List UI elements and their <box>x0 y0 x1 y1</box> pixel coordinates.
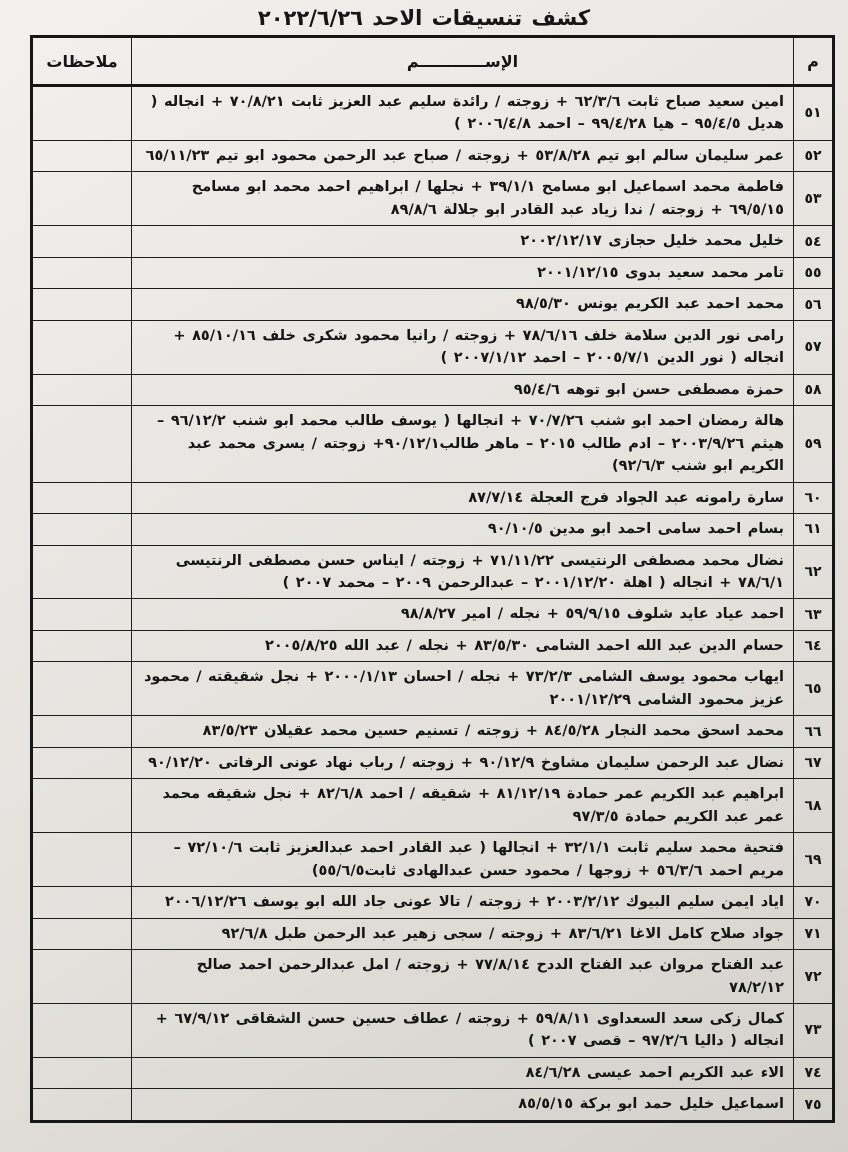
row-name-text: خليل محمد خليل حجازى ٢٠٠٢/١٢/١٧ <box>132 226 794 257</box>
row-name-text: محمد اسحق محمد النجار ٨٤/٥/٢٨ + زوجته / تسنيم حسين محمد عقيلان ٨٣/٥/٢٣ <box>132 716 794 747</box>
row-number: ٧١ <box>794 918 834 949</box>
row-number: ٦١ <box>794 514 834 545</box>
row-name-text: سارة رامونه عبد الجواد فرج العجلة ٨٧/٧/١٤ <box>132 482 794 513</box>
row-notes <box>32 482 132 513</box>
row-notes <box>32 887 132 918</box>
row-number: ٥١ <box>794 86 834 141</box>
table-row <box>32 630 834 661</box>
row-notes <box>32 172 132 226</box>
table-row <box>32 226 834 257</box>
table-row <box>32 833 834 887</box>
row-number: ٦٦ <box>794 716 834 747</box>
row-notes <box>32 140 132 171</box>
row-notes <box>32 599 132 630</box>
row-name-text: عبد الفتاح مروان عبد الفتاح الددح ٧٧/٨/١٤ + زوجته / امل عبدالرحمن احمد صالح ٧٨/٢/١٢ <box>132 950 794 1004</box>
table-row <box>32 1057 834 1088</box>
row-number: ٦٤ <box>794 630 834 661</box>
row-notes <box>32 320 132 374</box>
header-name-column: الإســــــــــــم <box>132 37 794 86</box>
row-number: ٥٩ <box>794 406 834 482</box>
row-number: ٥٨ <box>794 374 834 405</box>
row-number: ٧٤ <box>794 1057 834 1088</box>
row-notes <box>32 1089 132 1121</box>
row-notes <box>32 86 132 141</box>
table-row <box>32 1089 834 1121</box>
row-notes <box>32 289 132 320</box>
row-notes <box>32 662 132 716</box>
row-notes <box>32 1057 132 1088</box>
table-row <box>32 86 834 141</box>
row-notes <box>32 257 132 288</box>
row-notes <box>32 630 132 661</box>
table-row <box>32 887 834 918</box>
row-notes <box>32 950 132 1004</box>
row-name-text: نضال محمد مصطفى الرنتيسى ٧١/١١/٢٢ + زوجته / ايناس حسن مصطفى الرنتيسى ٧٨/٦/١ + انجاله ( اهلة ٢٠٠١/١٢/٢٠ – عبدالرحمن ٢٠٠٩ – محمد ٢٠٠٧ ) <box>132 545 794 599</box>
row-name-text: كمال زكى سعد السعداوى ٥٩/٨/١١ + زوجته / عطاف حسين حسن الشقاقى ٦٧/٩/١٢ + انجاله ( داليا ٩٧/٢/٦ – قصى ٢٠٠٧ ) <box>132 1004 794 1058</box>
row-notes <box>32 918 132 949</box>
row-name-text: ابراهيم عبد الكريم عمر حمادة ٨١/١٢/١٩ + شقيقه / احمد ٨٢/٦/٨ + نجل شقيقه محمد عمر عبد الكريم حمادة ٩٧/٣/٥ <box>132 779 794 833</box>
row-number: ٥٤ <box>794 226 834 257</box>
table-row <box>32 779 834 833</box>
row-name-text: نضال عبد الرحمن سليمان مشاوخ ٩٠/١٢/٩ + زوجته / رباب نهاد عونى الرفاتى ٩٠/١٢/٢٠ <box>132 747 794 778</box>
row-notes <box>32 514 132 545</box>
row-name-text: رامى نور الدين سلامة خلف ٧٨/٦/١٦ + زوجته / رانيا محمود شكرى خلف ٨٥/١٠/١٦ + انجاله ( نور الدين ٢٠٠٥/٧/١ – احمد ٢٠٠٧/١/١٢ ) <box>132 320 794 374</box>
row-number: ٥٧ <box>794 320 834 374</box>
row-number: ٧٥ <box>794 1089 834 1121</box>
table-row <box>32 599 834 630</box>
row-name-text: ايهاب محمود يوسف الشامى ٧٣/٢/٣ + نجله / احسان ٢٠٠٠/١/١٣ + نجل شقيقته / محمود عزيز محمود الشامى ٢٠٠١/١٢/٢٩ <box>132 662 794 716</box>
table-row <box>32 918 834 949</box>
table-row <box>32 482 834 513</box>
row-name-text: احمد عياد عايد شلوف ٥٩/٩/١٥ + نجله / امير ٩٨/٨/٢٧ <box>132 599 794 630</box>
table-row <box>32 747 834 778</box>
row-name-text: الاء عبد الكريم احمد عيسى ٨٤/٦/٢٨ <box>132 1057 794 1088</box>
row-name-text: جواد صلاح كامل الاغا ٨٣/٦/٢١ + زوجته / سجى زهير عبد الرحمن طبل ٩٢/٦/٨ <box>132 918 794 949</box>
table-row <box>32 1004 834 1058</box>
row-notes <box>32 1004 132 1058</box>
table-row <box>32 374 834 405</box>
row-name-text: فتحية محمد سليم ثابت ٣٢/١/١ + انجالها ( عبد القادر احمد عبدالعزيز ثابت ٧٢/١٠/٦ – مريم احمد ٥٦/٣/٦ + زوجها / محمود حسن عبدالهادى ثابت٥٥/٦/٥) <box>132 833 794 887</box>
table-row <box>32 140 834 171</box>
row-number: ٧٣ <box>794 1004 834 1058</box>
row-name-text: اياد ايمن سليم البيوك ٢٠٠٣/٢/١٢ + زوجته / تالا عونى جاد الله ابو يوسف ٢٠٠٦/١٢/٢٦ <box>132 887 794 918</box>
row-notes <box>32 833 132 887</box>
page-title: كشف تنسيقات الاحد ٢٠٢٢/٦/٢٦ <box>257 6 591 30</box>
row-name-text: امين سعيد صباح ثابت ٦٢/٣/٦ + زوجته / رائدة سليم عبد العزيز ثابت ٧٠/٨/٢١ + انجاله ( هديل ٩٥/٤/٥ – هيا ٩٩/٤/٢٨ – احمد ٢٠٠٦/٤/٨ ) <box>132 86 794 141</box>
table-row <box>32 950 834 1004</box>
row-number: ٥٢ <box>794 140 834 171</box>
table-row <box>32 514 834 545</box>
row-number: ٧٠ <box>794 887 834 918</box>
row-name-text: بسام احمد سامى احمد ابو مدين ٩٠/١٠/٥ <box>132 514 794 545</box>
row-name-text: اسماعيل خليل حمد ابو بركة ٨٥/٥/١٥ <box>132 1089 794 1121</box>
row-number: ٦٢ <box>794 545 834 599</box>
row-number: ٦٩ <box>794 833 834 887</box>
row-notes <box>32 406 132 482</box>
row-number: ٦٨ <box>794 779 834 833</box>
header-number-column: م <box>794 37 834 86</box>
row-notes <box>32 716 132 747</box>
table-row <box>32 257 834 288</box>
table-body <box>32 86 834 1122</box>
row-name-text: هالة رمضان احمد ابو شنب ٧٠/٧/٢٦ + انجالها ( يوسف طالب محمد ابو شنب ٩٦/١٢/٢ – هيثم ٢٠٠٣/٩/٢٦ – ادم طالب ٢٠١٥ – ماهر طالب٩٠/١٢/١+ زوجته / يسرى محمد عبد الكريم ابو شنب ٩٢/٦/٣) <box>132 406 794 482</box>
row-name-text: فاطمة محمد اسماعيل ابو مسامح ٣٩/١/١ + نجلها / ابراهيم احمد محمد ابو مسامح ٦٩/٥/١٥ + زوجته / ندا زياد عبد القادر ابو جلالة ٨٩/٨/٦ <box>132 172 794 226</box>
header-notes-column: ملاحظات <box>32 37 132 86</box>
row-notes <box>32 374 132 405</box>
table-row <box>32 406 834 482</box>
row-number: ٦٣ <box>794 599 834 630</box>
table-header-row <box>32 37 834 86</box>
row-number: ٧٢ <box>794 950 834 1004</box>
row-notes <box>32 545 132 599</box>
table-row <box>32 289 834 320</box>
row-number: ٥٥ <box>794 257 834 288</box>
row-name-text: محمد احمد عبد الكريم يونس ٩٨/٥/٣٠ <box>132 289 794 320</box>
table-row <box>32 545 834 599</box>
table-row <box>32 172 834 226</box>
row-number: ٦٥ <box>794 662 834 716</box>
row-notes <box>32 779 132 833</box>
table-row <box>32 716 834 747</box>
row-number: ٦٧ <box>794 747 834 778</box>
row-name-text: عمر سليمان سالم ابو تيم ٥٣/٨/٢٨ + زوجته / صباح عبد الرحمن محمود ابو تيم ٦٥/١١/٢٣ <box>132 140 794 171</box>
row-name-text: حسام الدين عبد الله احمد الشامى ٨٣/٥/٣٠ + نجله / عبد الله ٢٠٠٥/٨/٢٥ <box>132 630 794 661</box>
row-number: ٦٠ <box>794 482 834 513</box>
row-notes <box>32 747 132 778</box>
row-notes <box>32 226 132 257</box>
row-number: ٥٦ <box>794 289 834 320</box>
row-number: ٥٣ <box>794 172 834 226</box>
coordination-table <box>30 35 835 1123</box>
row-name-text: تامر محمد سعيد بدوى ٢٠٠١/١٢/١٥ <box>132 257 794 288</box>
table-row <box>32 320 834 374</box>
row-name-text: حمزة مصطفى حسن ابو توهه ٩٥/٤/٦ <box>132 374 794 405</box>
table-row <box>32 662 834 716</box>
